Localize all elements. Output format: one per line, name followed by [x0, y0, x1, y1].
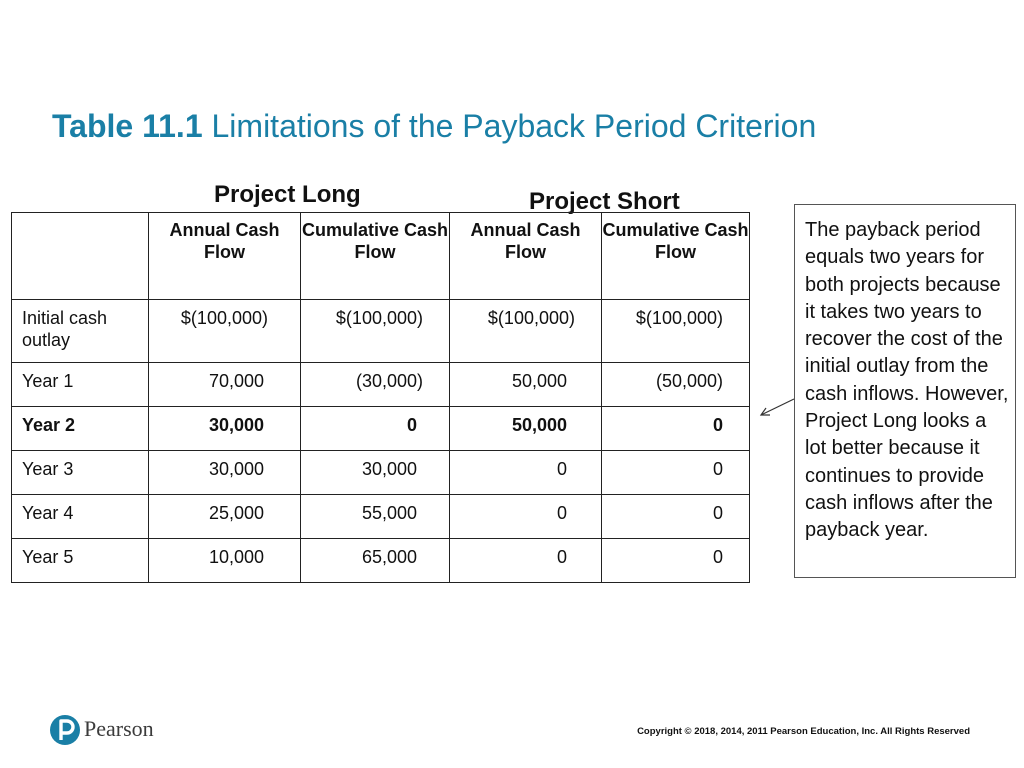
row-label: Year 4: [12, 495, 149, 539]
long-cumulative-cell: 55,000: [301, 495, 450, 539]
row-label: Year 3: [12, 451, 149, 495]
row-label: Year 2: [12, 407, 149, 451]
short-cumulative-cell: (50,000): [602, 363, 750, 407]
short-cumulative-cell: 0: [602, 495, 750, 539]
row-label: Year 5: [12, 539, 149, 583]
long-cumulative-cell: 30,000: [301, 451, 450, 495]
short-cumulative-cell: 0: [602, 539, 750, 583]
long-annual-cell: 70,000: [149, 363, 301, 407]
table-row: [12, 363, 750, 407]
row-label: Year 1: [12, 363, 149, 407]
short-annual-cell: $(100,000): [450, 300, 602, 363]
project-short-label: Project Short: [529, 188, 680, 215]
long-annual-cell: $(100,000): [149, 300, 301, 363]
row-label: Initial cash outlay: [12, 300, 149, 363]
pearson-wordmark: Pearson: [84, 716, 154, 741]
table-row: [12, 300, 750, 363]
table-row: [12, 451, 750, 495]
long-cumulative-cell: 65,000: [301, 539, 450, 583]
long-cumulative-cell: $(100,000): [301, 300, 450, 363]
table-row: [12, 539, 750, 583]
pearson-p-icon: [50, 713, 80, 745]
long-annual-cell: 30,000: [149, 451, 301, 495]
table-number: Table 11.1: [52, 108, 203, 144]
short-cumulative-cell: 0: [602, 451, 750, 495]
short-annual-cell: 0: [450, 495, 602, 539]
payback-table: [11, 212, 750, 583]
long-annual-cell: 25,000: [149, 495, 301, 539]
table-header-row: [12, 213, 750, 300]
header-short-cumulative: Cumulative Cash Flow: [602, 213, 750, 300]
long-annual-cell: 30,000: [149, 407, 301, 451]
header-long-cumulative: Cumulative Cash Flow: [301, 213, 450, 300]
page-title: [52, 108, 816, 145]
long-annual-cell: 10,000: [149, 539, 301, 583]
short-annual-cell: 0: [450, 539, 602, 583]
project-long-label: Project Long: [214, 181, 361, 208]
arrow-left-icon: [757, 396, 797, 420]
callout-note: The payback period equals two years for both projects because it takes two years to recover the cost of the initial outlay from the cash inflows. However, Project Long looks a lot better because it continues to provide cash inflows after the payback year.: [794, 204, 1016, 578]
long-cumulative-cell: (30,000): [301, 363, 450, 407]
copyright-notice: Copyright © 2018, 2014, 2011 Pearson Education, Inc. All Rights Reserved: [637, 726, 970, 737]
short-annual-cell: 50,000: [450, 407, 602, 451]
short-annual-cell: 50,000: [450, 363, 602, 407]
table-row: [12, 495, 750, 539]
short-cumulative-cell: $(100,000): [602, 300, 750, 363]
short-cumulative-cell: 0: [602, 407, 750, 451]
header-long-annual: Annual Cash Flow: [149, 213, 301, 300]
header-corner-cell: [12, 213, 149, 300]
table-title-text: Limitations of the Payback Period Criterion: [211, 108, 817, 144]
pearson-logo: [50, 713, 154, 745]
header-short-annual: Annual Cash Flow: [450, 213, 602, 300]
long-cumulative-cell: 0: [301, 407, 450, 451]
table-row-payback-year: [12, 407, 750, 451]
short-annual-cell: 0: [450, 451, 602, 495]
